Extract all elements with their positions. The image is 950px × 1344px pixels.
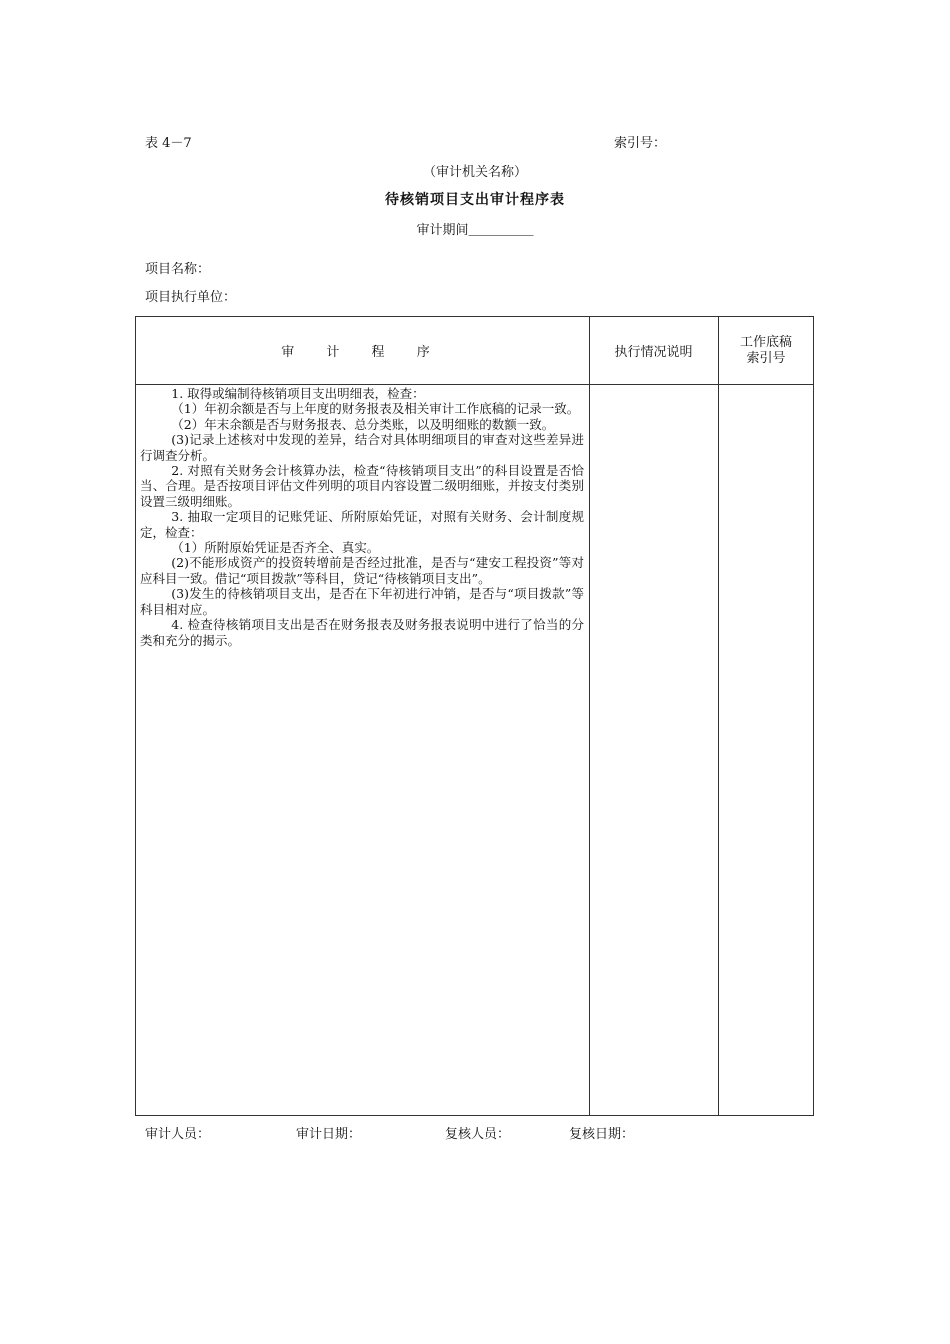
procedure-item: 3. 抽取一定项目的记账凭证、所附原始凭证，对照有关财务、会计制度规定，检查： — [140, 509, 584, 540]
project-unit-label: 项目执行单位： — [145, 290, 237, 305]
procedure-item: (2)不能形成资产的投资转增前是否经过批准，是否与“建安工程投资”等对应科目一致。借记“项目拨款”等科目，贷记“待核销项目支出”。 — [140, 555, 584, 586]
procedure-item: (3)发生的待核销项目支出，是否在下年初进行冲销，是否与“项目拨款”等科目相对应。 — [140, 586, 584, 617]
column-header-reference — [718, 317, 814, 384]
procedure-text — [140, 386, 584, 648]
project-name-label: 项目名称： — [145, 262, 211, 277]
column-header-reference-line1: 工作底稿 — [739, 334, 792, 350]
procedure-item: 4. 检查待核销项目支出是否在财务报表及财务报表说明中进行了恰当的分类和充分的揭示。 — [140, 617, 584, 648]
audit-procedure-table — [135, 316, 814, 1116]
review-date-label: 复核日期： — [569, 1127, 635, 1142]
procedure-item: 1. 取得或编制待核销项目支出明细表，检查： — [171, 386, 425, 401]
column-header-reference-line2: 索引号 — [746, 350, 786, 366]
column-divider — [718, 317, 719, 1115]
column-divider — [589, 317, 590, 1115]
column-header-execution: 执行情况说明 — [614, 345, 693, 360]
column-header-procedure: 审 计 程 序 — [281, 345, 444, 360]
index-number-label: 索引号： — [614, 136, 667, 151]
header-divider — [136, 384, 813, 385]
auditor-label: 审计人员： — [145, 1127, 211, 1142]
procedure-item: （1）年初余额是否与上年度的财务报表及相关审计工作底稿的记录一致。 — [171, 401, 580, 417]
procedure-item: （2）年末余额是否与财务报表、总分类账，以及明细账的数额一致。 — [171, 416, 555, 432]
audit-date-label: 审计日期： — [296, 1127, 362, 1142]
procedure-item: 2. 对照有关财务会计核算办法，检查“待核销项目支出”的科目设置是否恰当、合理。是否按项目评估文件列明的项目内容设置二级明细账，并按支付类别设置三级明细账。 — [140, 463, 584, 509]
document-title: 待核销项目支出审计程序表 — [385, 192, 565, 208]
audit-organization-name: （审计机关名称） — [422, 165, 527, 180]
procedure-item: （1）所附原始凭证是否齐全、真实。 — [171, 540, 380, 556]
table-number: 表 4－7 — [145, 136, 192, 151]
audit-period: 审计期间＿＿＿＿＿ — [416, 223, 534, 238]
reviewer-label: 复核人员： — [445, 1127, 511, 1142]
procedure-item: (3)记录上述核对中发现的差异，结合对具体明细项目的审查对这些差异进行调查分析。 — [140, 432, 584, 463]
